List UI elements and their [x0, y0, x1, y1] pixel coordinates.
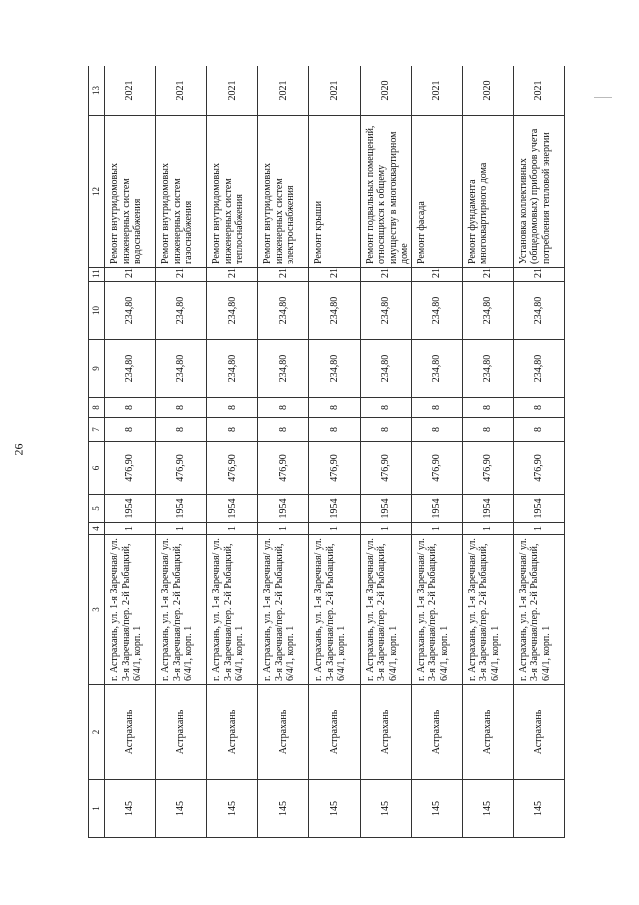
address-cell: г. Астрахань, ул. 1-я Заречная/ ул. 3-я Заречная/пер. 2-й Рыбацкий, 6/4/1, корп. 1 [411, 535, 462, 685]
col-plan-year-header: 13 [89, 66, 105, 116]
row-number-cell: 145 [105, 780, 156, 838]
col-7-cell: 8 [105, 418, 156, 442]
col-4-cell: 1 [309, 523, 360, 535]
row-number-cell: 145 [258, 780, 309, 838]
col-address-header: 3 [89, 535, 105, 685]
row-number-cell: 145 [360, 780, 411, 838]
table-row [207, 66, 258, 838]
col-11-cell: 21 [207, 268, 258, 282]
work-type-cell: Ремонт подвальных помещений, относящихся к общему имуществу в многоквартирном доме [360, 116, 411, 268]
build-year-cell: 1954 [462, 495, 513, 523]
col-11-header: 11 [89, 268, 105, 282]
address-cell: г. Астрахань, ул. 1-я Заречная/ ул. 3-я Заречная/пер. 2-й Рыбацкий, 6/4/1, корп. 1 [156, 535, 207, 685]
col-9-cell: 234,80 [411, 340, 462, 398]
col-4-cell: 1 [258, 523, 309, 535]
col-8-cell: 8 [462, 398, 513, 418]
col-10-cell: 234,80 [309, 282, 360, 340]
col-8-cell: 8 [105, 398, 156, 418]
col-9-cell: 234,80 [258, 340, 309, 398]
area-cell: 476,90 [309, 442, 360, 495]
table-body [105, 66, 565, 838]
city-cell: Астрахань [309, 685, 360, 780]
col-8-cell: 8 [207, 398, 258, 418]
col-9-cell: 234,80 [156, 340, 207, 398]
city-cell: Астрахань [360, 685, 411, 780]
city-cell: Астрахань [207, 685, 258, 780]
col-8-cell: 8 [411, 398, 462, 418]
area-cell: 476,90 [258, 442, 309, 495]
col-7-cell: 8 [207, 418, 258, 442]
col-year-header: 5 [89, 495, 105, 523]
col-7-cell: 8 [411, 418, 462, 442]
col-9-cell: 234,80 [513, 340, 564, 398]
plan-year-cell: 2021 [411, 66, 462, 116]
col-9-cell: 234,80 [360, 340, 411, 398]
col-11-cell: 21 [513, 268, 564, 282]
col-4-cell: 1 [411, 523, 462, 535]
work-type-cell: Ремонт фундамента многоквартирного дома [462, 116, 513, 268]
row-number-cell: 145 [309, 780, 360, 838]
col-11-cell: 21 [309, 268, 360, 282]
build-year-cell: 1954 [360, 495, 411, 523]
area-cell: 476,90 [513, 442, 564, 495]
area-cell: 476,90 [360, 442, 411, 495]
build-year-cell: 1954 [105, 495, 156, 523]
col-10-header: 10 [89, 282, 105, 340]
area-cell: 476,90 [462, 442, 513, 495]
table-row [513, 66, 564, 838]
col-9-header: 9 [89, 340, 105, 398]
table-row [462, 66, 513, 838]
address-cell: г. Астрахань, ул. 1-я Заречная/ ул. 3-я Заречная/пер. 2-й Рыбацкий, 6/4/1, корп. 1 [309, 535, 360, 685]
col-7-cell: 8 [360, 418, 411, 442]
col-9-cell: 234,80 [309, 340, 360, 398]
build-year-cell: 1954 [156, 495, 207, 523]
col-8-cell: 8 [156, 398, 207, 418]
col-7-header: 7 [89, 418, 105, 442]
col-7-cell: 8 [258, 418, 309, 442]
address-cell: г. Астрахань, ул. 1-я Заречная/ ул. 3-я Заречная/пер. 2-й Рыбацкий, 6/4/1, корп. 1 [258, 535, 309, 685]
address-cell: г. Астрахань, ул. 1-я Заречная/ ул. 3-я Заречная/пер. 2-й Рыбацкий, 6/4/1, корп. 1 [360, 535, 411, 685]
area-cell: 476,90 [156, 442, 207, 495]
col-10-cell: 234,80 [513, 282, 564, 340]
address-cell: г. Астрахань, ул. 1-я Заречная/ ул. 3-я Заречная/пер. 2-й Рыбацкий, 6/4/1, корп. 1 [513, 535, 564, 685]
col-4-header: 4 [89, 523, 105, 535]
col-7-cell: 8 [513, 418, 564, 442]
col-11-cell: 21 [411, 268, 462, 282]
col-4-cell: 1 [513, 523, 564, 535]
col-area-header: 6 [89, 442, 105, 495]
row-number-cell: 145 [513, 780, 564, 838]
build-year-cell: 1954 [258, 495, 309, 523]
scan-artifact-line [594, 97, 612, 98]
col-4-cell: 1 [462, 523, 513, 535]
col-11-cell: 21 [462, 268, 513, 282]
rotated-table-container [88, 66, 565, 838]
col-11-cell: 21 [258, 268, 309, 282]
work-type-cell: Установка коллективных (общедомовых) приборов учета потребления тепловой энергии [513, 116, 564, 268]
row-number-cell: 145 [156, 780, 207, 838]
plan-year-cell: 2020 [462, 66, 513, 116]
table-row [309, 66, 360, 838]
table-row [258, 66, 309, 838]
build-year-cell: 1954 [513, 495, 564, 523]
col-8-cell: 8 [309, 398, 360, 418]
work-type-cell: Ремонт внутридомовых инженерных систем электроснабжения [258, 116, 309, 268]
col-9-cell: 234,80 [462, 340, 513, 398]
city-cell: Астрахань [258, 685, 309, 780]
col-10-cell: 234,80 [462, 282, 513, 340]
city-cell: Астрахань [462, 685, 513, 780]
col-10-cell: 234,80 [105, 282, 156, 340]
city-cell: Астрахань [411, 685, 462, 780]
col-10-cell: 234,80 [156, 282, 207, 340]
col-work-header: 12 [89, 116, 105, 268]
address-cell: г. Астрахань, ул. 1-я Заречная/ ул. 3-я Заречная/пер. 2-й Рыбацкий, 6/4/1, корп. 1 [105, 535, 156, 685]
work-type-cell: Ремонт внутридомовых инженерных систем газоснабжения [156, 116, 207, 268]
col-7-cell: 8 [462, 418, 513, 442]
col-9-cell: 234,80 [207, 340, 258, 398]
row-number-cell: 145 [462, 780, 513, 838]
plan-year-cell: 2021 [207, 66, 258, 116]
col-4-cell: 1 [156, 523, 207, 535]
col-10-cell: 234,80 [411, 282, 462, 340]
col-7-cell: 8 [309, 418, 360, 442]
plan-year-cell: 2021 [258, 66, 309, 116]
plan-year-cell: 2021 [309, 66, 360, 116]
col-9-cell: 234,80 [105, 340, 156, 398]
col-4-cell: 1 [105, 523, 156, 535]
col-4-cell: 1 [360, 523, 411, 535]
work-type-cell: Ремонт фасада [411, 116, 462, 268]
build-year-cell: 1954 [309, 495, 360, 523]
row-number-cell: 145 [207, 780, 258, 838]
plan-year-cell: 2021 [156, 66, 207, 116]
table-row [360, 66, 411, 838]
col-city-header: 2 [89, 685, 105, 780]
area-cell: 476,90 [105, 442, 156, 495]
work-type-cell: Ремонт крыши [309, 116, 360, 268]
table-row [105, 66, 156, 838]
plan-year-cell: 2020 [360, 66, 411, 116]
col-11-cell: 21 [360, 268, 411, 282]
build-year-cell: 1954 [207, 495, 258, 523]
work-type-cell: Ремонт внутридомовых инженерных систем теплоснабжения [207, 116, 258, 268]
area-cell: 476,90 [207, 442, 258, 495]
col-7-cell: 8 [156, 418, 207, 442]
col-8-cell: 8 [513, 398, 564, 418]
plan-year-cell: 2021 [105, 66, 156, 116]
build-year-cell: 1954 [411, 495, 462, 523]
rotated-table-inner [88, 66, 565, 838]
address-cell: г. Астрахань, ул. 1-я Заречная/ ул. 3-я Заречная/пер. 2-й Рыбацкий, 6/4/1, корп. 1 [207, 535, 258, 685]
col-11-cell: 21 [105, 268, 156, 282]
address-cell: г. Астрахань, ул. 1-я Заречная/ ул. 3-я Заречная/пер. 2-й Рыбацкий, 6/4/1, корп. 1 [462, 535, 513, 685]
table-row [411, 66, 462, 838]
work-type-cell: Ремонт внутридомовых инженерных систем водоснабжения [105, 116, 156, 268]
col-10-cell: 234,80 [258, 282, 309, 340]
col-8-cell: 8 [258, 398, 309, 418]
col-4-cell: 1 [207, 523, 258, 535]
col-10-cell: 234,80 [360, 282, 411, 340]
city-cell: Астрахань [156, 685, 207, 780]
col-11-cell: 21 [156, 268, 207, 282]
table-row [156, 66, 207, 838]
area-cell: 476,90 [411, 442, 462, 495]
page-number: 26 [11, 443, 26, 456]
col-8-header: 8 [89, 398, 105, 418]
col-8-cell: 8 [360, 398, 411, 418]
city-cell: Астрахань [105, 685, 156, 780]
col-num-header: 1 [89, 780, 105, 838]
capital-repair-table [88, 66, 565, 838]
city-cell: Астрахань [513, 685, 564, 780]
plan-year-cell: 2021 [513, 66, 564, 116]
header-row [89, 66, 105, 838]
row-number-cell: 145 [411, 780, 462, 838]
col-10-cell: 234,80 [207, 282, 258, 340]
